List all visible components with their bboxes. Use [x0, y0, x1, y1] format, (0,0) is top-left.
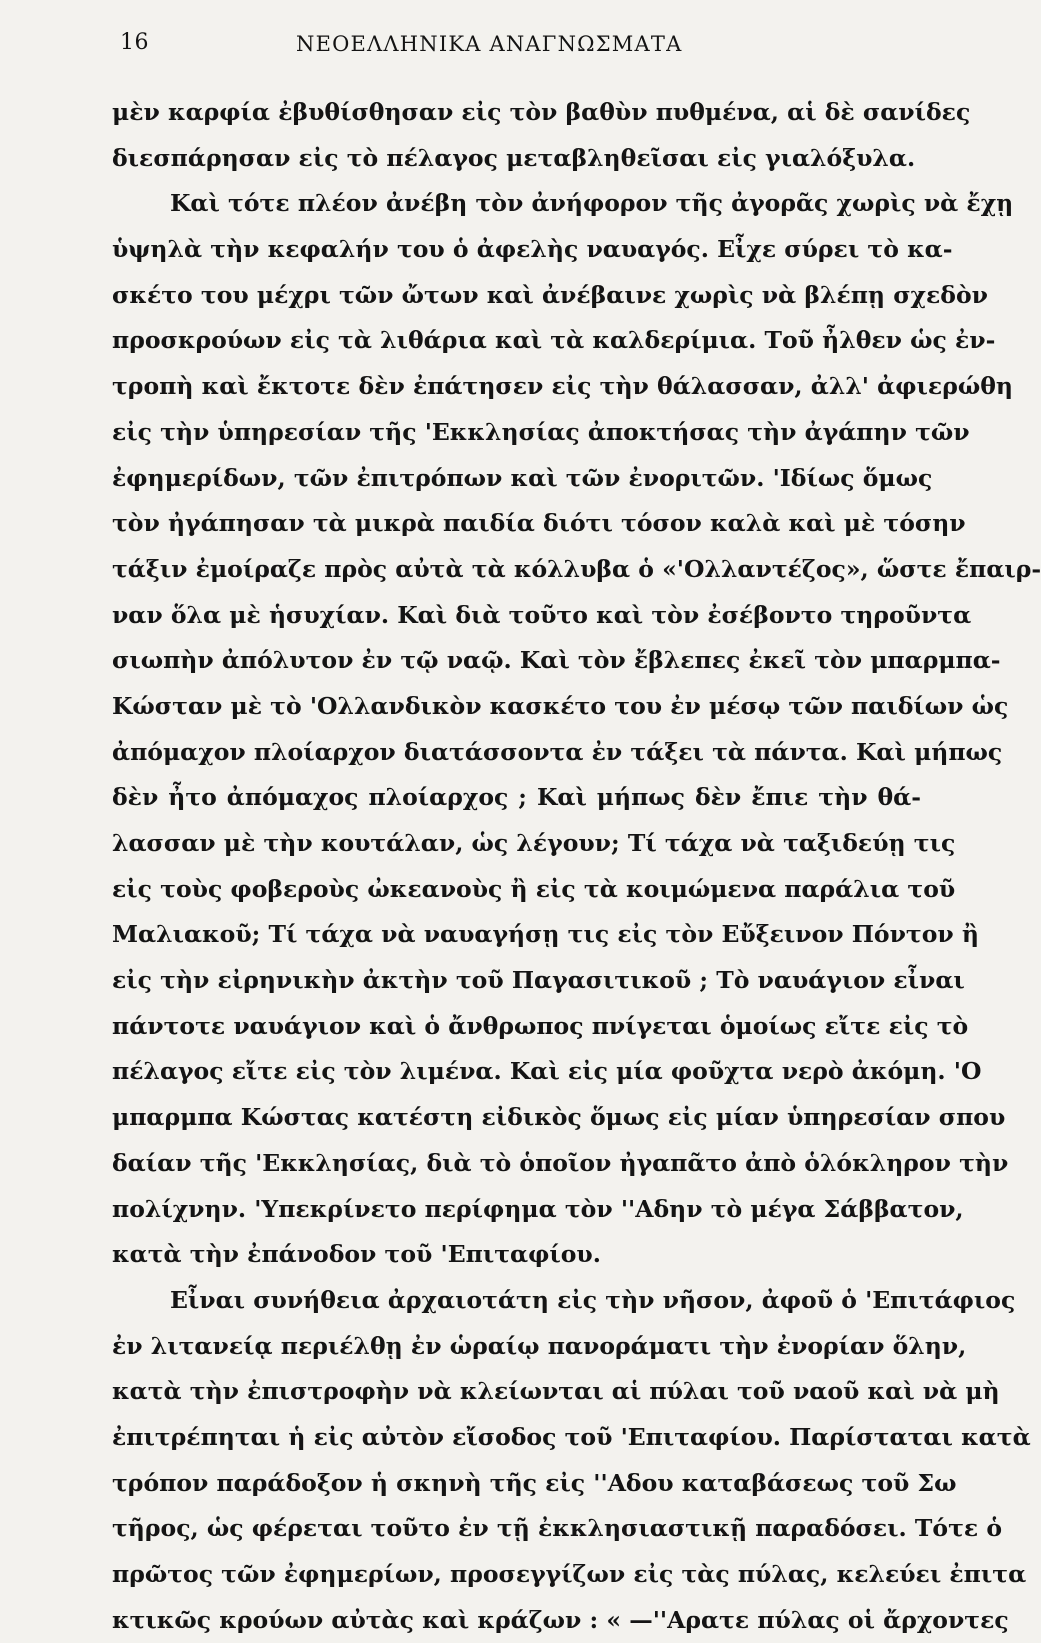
text-line: Εἶναι συνήθεια ἀρχαιοτάτη εἰς τὴν νῆσον, ἀφοῦ ὁ 'Επιτάφιος	[170, 1285, 1016, 1314]
running-title: ΝΕΟΕΛΛΗΝΙΚΑ ΑΝΑΓΝΩΣΜΑΤΑ	[296, 32, 683, 56]
page-header	[112, 30, 921, 64]
text-line: Καὶ τότε πλέον ἀνέβη τὸν ἀνήφορον τῆς ἀγορᾶς χωρὶς νὰ ἔχῃ	[170, 189, 1014, 218]
text-line: μὲν καρφία ἐβυθίσθησαν εἰς τὸν βαθὺν πυθμένα, αἱ δὲ σανίδες	[112, 98, 971, 126]
text-line: κατὰ τὴν ἐπάνοδον τοῦ 'Επιταφίου.	[112, 1240, 601, 1269]
text-line: προσκρούων εἰς τὰ λιθάρια καὶ τὰ καλδερίμια. Τοῦ ἦλθεν ὡς ἐν-	[112, 326, 996, 355]
text-line: εἰς τὴν εἰρηνικὴν ἀκτὴν τοῦ Παγασιτικοῦ ; Τὸ ναυάγιον εἶναι	[112, 966, 965, 995]
text-line: πολίχνην. 'Υπεκρίνετο περίφημα τὸν ''Αδην τὸ μέγα Σάββατον,	[112, 1194, 964, 1223]
text-line: ὑψηλὰ τὴν κεφαλήν του ὁ ἀφελὴς ναυαγός. Εἶχε σύρει τὸ κα-	[112, 235, 953, 264]
text-line: ἀπόμαχον πλοίαρχον διατάσσοντα ἐν τάξει τὰ πάντα. Καὶ μήπως	[112, 737, 1003, 766]
text-line: ναν ὅλα μὲ ἡσυχίαν. Καὶ διὰ τοῦτο καὶ τὸν ἐσέβοντο τηροῦντα	[112, 600, 972, 629]
text-line: τρόπον παράδοξον ἡ σκηνὴ τῆς εἰς ''Αδου καταβάσεως τοῦ Σω	[112, 1468, 957, 1497]
text-line: μπαρμπα Κώστας κατέστη εἰδικὸς ὅμως εἰς μίαν ὑπηρεσίαν σπου	[112, 1103, 1006, 1132]
text-line: λασσαν μὲ τὴν κουτάλαν, ὡς λέγουν; Τί τάχα νὰ ταξιδεύῃ τις	[112, 829, 956, 857]
text-line: Μαλιακοῦ; Τί τάχα νὰ ναυαγήσῃ τις εἰς τὸν Εὔξεινον Πόντον ἢ	[112, 920, 979, 949]
text-line: ἐφημερίδων, τῶν ἐπιτρόπων καὶ τῶν ἐνοριτῶν. 'Ιδίως ὅμως	[112, 463, 933, 492]
body-text	[112, 90, 1041, 1643]
text-line: κτικῶς κρούων αὐτὰς καὶ κράζων : « —''Αρατε πύλας οἱ ἄρχοντες	[112, 1605, 1009, 1634]
text-line: ἐπιτρέπηται ἡ εἰς αὐτὸν εἴσοδος τοῦ 'Επιταφίου. Παρίσταται κατὰ	[112, 1422, 1031, 1451]
text-line: πάντοτε ναυάγιον καὶ ὁ ἄνθρωπος πνίγεται ὁμοίως εἴτε εἰς τὸ	[112, 1011, 969, 1040]
text-line: εἰς τοὺς φοβεροὺς ὠκεανοὺς ἢ εἰς τὰ κοιμώμενα παράλια τοῦ	[112, 874, 956, 903]
page-number: 16	[120, 30, 149, 55]
text-line: πέλαγος εἴτε εἰς τὸν λιμένα. Καὶ εἰς μία φοῦχτα νερὸ ἀκόμη. 'Ο	[112, 1057, 982, 1086]
text-line: τροπὴ καὶ ἔκτοτε δὲν ἐπάτησεν εἰς τὴν θάλασσαν, ἀλλ' ἀφιερώθη	[112, 372, 1013, 401]
text-line: Κώσταν μὲ τὸ 'Ολλανδικὸν κασκέτο του ἐν μέσῳ τῶν παιδίων ὡς	[112, 691, 1009, 720]
text-line: εἰς τὴν ὑπηρεσίαν τῆς 'Εκκλησίας ἀποκτήσας τὴν ἀγάπην τῶν	[112, 417, 970, 446]
text-line: τάξιν ἐμοίραζε πρὸς αὐτὰ τὰ κόλλυβα ὁ «'Ολλαντέζος», ὥστε ἔπαιρ-	[112, 554, 1041, 583]
text-line: σκέτο του μέχρι τῶν ὤτων καὶ ἀνέβαινε χωρὶς νὰ βλέπῃ σχεδὸν	[112, 280, 988, 309]
text-line: διεσπάρησαν εἰς τὸ πέλαγος μεταβληθεῖσαι εἰς γιαλόξυλα.	[112, 143, 916, 172]
text-line: κατὰ τὴν ἐπιστροφὴν νὰ κλείωνται αἱ πύλαι τοῦ ναοῦ καὶ νὰ μὴ	[112, 1377, 1000, 1406]
text-line: δὲν ἦτο ἀπόμαχος πλοίαρχος ; Καὶ μήπως δὲν ἔπιε τὴν θά-	[112, 783, 921, 812]
text-line: ἐν λιτανείᾳ περιέλθῃ ἐν ὡραίῳ πανοράματι τὴν ἐνορίαν ὅλην,	[112, 1331, 967, 1360]
text-line: δαίαν τῆς 'Εκκλησίας, διὰ τὸ ὁποῖον ἠγαπᾶτο ἀπὸ ὁλόκληρον τὴν	[112, 1148, 1009, 1177]
text-line: τὸν ἠγάπησαν τὰ μικρὰ παιδία διότι τόσον καλὰ καὶ μὲ τόσην	[112, 509, 966, 538]
text-line: πρῶτος τῶν ἐφημερίων, προσεγγίζων εἰς τὰς πύλας, κελεύει ἐπιτα	[112, 1560, 1027, 1588]
text-line: τῆρος, ὡς φέρεται τοῦτο ἐν τῇ ἐκκλησιαστικῇ παραδόσει. Τότε ὁ	[112, 1514, 1003, 1543]
text-line: σιωπὴν ἀπόλυτον ἐν τῷ ναῷ. Καὶ τὸν ἔβλεπες ἐκεῖ τὸν μπαρμπα-	[112, 646, 1001, 675]
